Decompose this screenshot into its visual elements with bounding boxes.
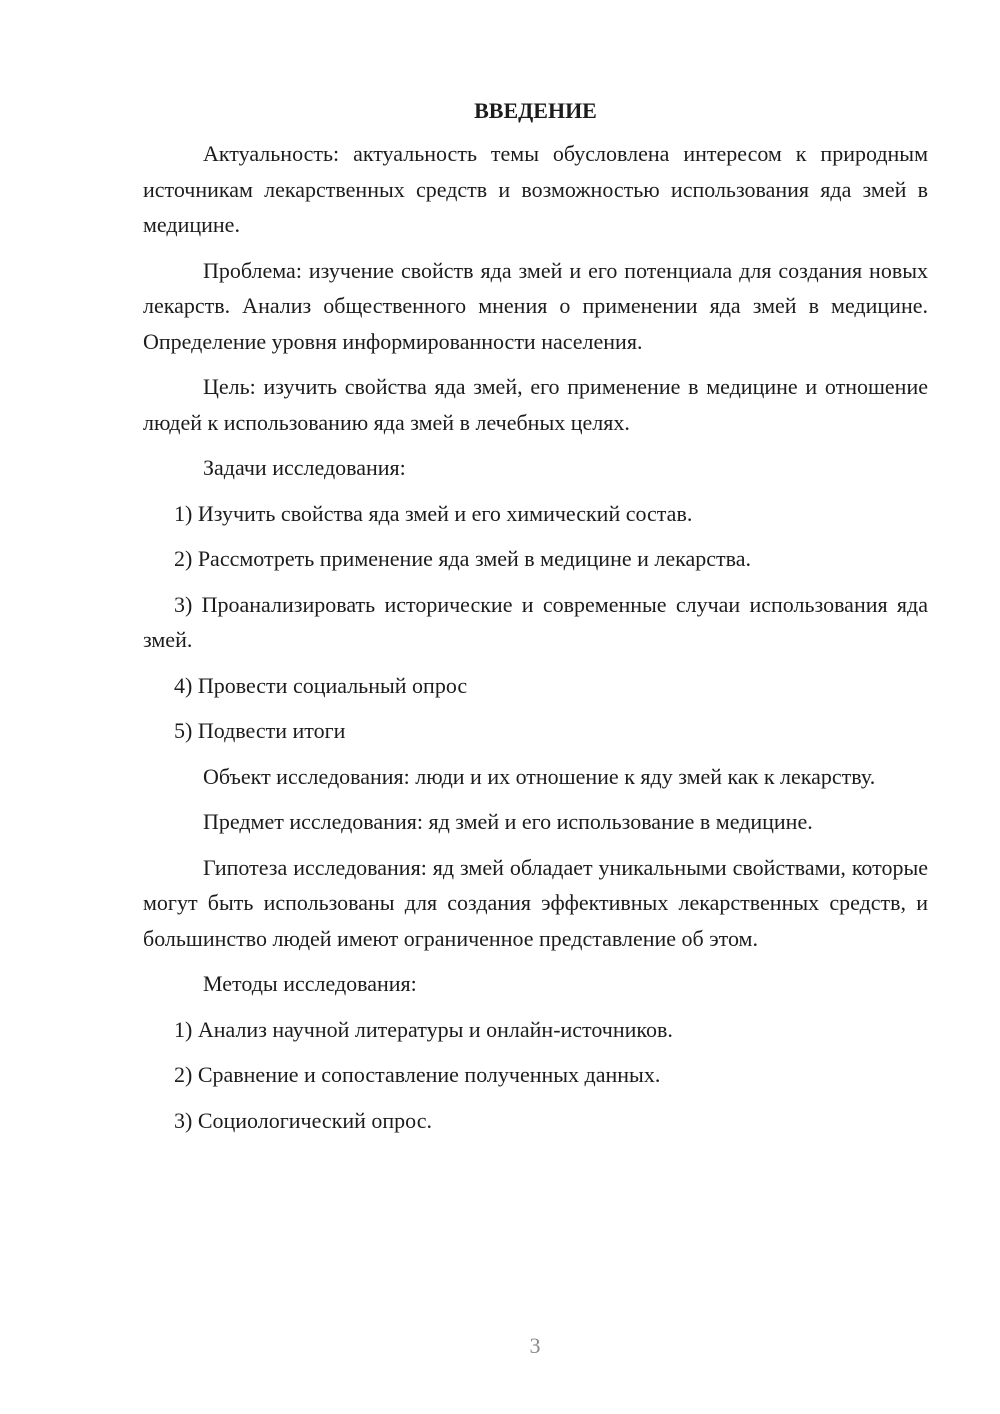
section-heading: ВВЕДЕНИЕ xyxy=(474,98,597,123)
task-item-4: 4) Провести социальный опрос xyxy=(174,672,468,698)
page-number: 3 xyxy=(529,1333,541,1358)
relevance-paragraph: Актуальность: актуальность темы обусловлена интересом к природным источникам лекарственных средств и возможностью использования яда змей в медицине. xyxy=(143,141,928,237)
task-item-3: 3) Проанализировать исторические и современные случаи использования яда змей. xyxy=(143,591,928,652)
task-item-2: 2) Рассмотреть применение яда змей в медицине и лекарства. xyxy=(174,546,751,571)
page-content xyxy=(143,95,928,1148)
problem-paragraph: Проблема: изучение свойств яда змей и его потенциала для создания новых лекарств. Анализ общественного мнения о применении яда змей в медицине. Определение уровня информированности населения. xyxy=(143,257,928,354)
method-item-3: 3) Социологический опрос. xyxy=(174,1107,432,1133)
hypothesis-paragraph: Гипотеза исследования: яд змей обладает уникальными свойствами, которые могут быть использованы для создания эффективных лекарственных средств, и большинство людей имеют ограниченное представление об этом. xyxy=(143,854,928,951)
method-item-1: 1) Анализ научной литературы и онлайн-источников. xyxy=(174,1016,673,1042)
methods-heading: Методы исследования: xyxy=(203,971,417,996)
tasks-heading: Задачи исследования: xyxy=(203,455,406,480)
research-subject-paragraph: Предмет исследования: яд змей и его использование в медицине. xyxy=(203,809,813,834)
method-item-2: 2) Сравнение и сопоставление полученных данных. xyxy=(174,1062,661,1087)
goal-paragraph: Цель: изучить свойства яда змей, его применение в медицине и отношение людей к использованию яда змей в лечебных целях. xyxy=(143,374,928,435)
research-object-paragraph: Объект исследования: люди и их отношение к яду змей как к лекарству. xyxy=(203,763,876,789)
task-item-1: 1) Изучить свойства яда змей и его химический состав. xyxy=(174,500,693,526)
task-item-5: 5) Подвести итоги xyxy=(174,718,346,743)
